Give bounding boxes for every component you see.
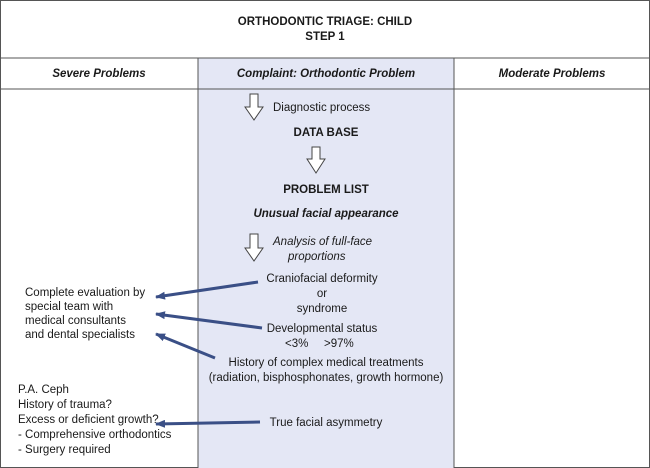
pa-ceph-label: P.A. Ceph [18, 384, 69, 396]
diagnostic-process-label: Diagnostic process [273, 102, 371, 114]
developmental-high-label: >97% [324, 338, 354, 350]
column-header-complaint: Complaint: Orthodontic Problem [236, 68, 416, 80]
diagram-step: STEP 1 [305, 31, 345, 43]
column-header-severe: Severe Problems [52, 68, 146, 80]
trauma-history-label: History of trauma? [18, 399, 112, 411]
developmental-status-label: Developmental status [266, 323, 378, 335]
surgery-required-label: - Surgery required [18, 444, 111, 456]
craniofacial-or-label: or [316, 288, 328, 300]
diagram-title: ORTHODONTIC TRIAGE: CHILD [237, 16, 413, 28]
evaluation-line4: and dental specialists [25, 329, 135, 341]
database-label: DATA BASE [293, 127, 359, 139]
evaluation-line1: Complete evaluation by [25, 287, 146, 299]
evaluation-line3: medical consultants [25, 315, 126, 327]
craniofacial-syndrome-label: syndrome [296, 303, 348, 315]
analysis-label-line1: Analysis of full-face [273, 236, 373, 248]
column-header-moderate: Moderate Problems [498, 68, 606, 80]
history-medical-detail-label: (radiation, bisphosphonates, growth hormone) [208, 372, 444, 384]
arrow-asymmetry-to-growth [156, 422, 260, 424]
analysis-label-line2: proportions [288, 251, 346, 263]
craniofacial-deformity-label: Craniofacial deformity [266, 273, 378, 285]
evaluation-line2: special team with [25, 301, 114, 313]
unusual-facial-appearance-label: Unusual facial appearance [253, 208, 399, 220]
comprehensive-orthodontics-label: - Comprehensive orthodontics [18, 429, 172, 441]
developmental-low-label: <3% [285, 338, 309, 350]
history-medical-label: History of complex medical treatments [228, 357, 424, 369]
growth-question-label: Excess or deficient growth? [18, 414, 159, 426]
problem-list-label: PROBLEM LIST [283, 184, 369, 196]
true-facial-asymmetry-label: True facial asymmetry [269, 417, 383, 429]
